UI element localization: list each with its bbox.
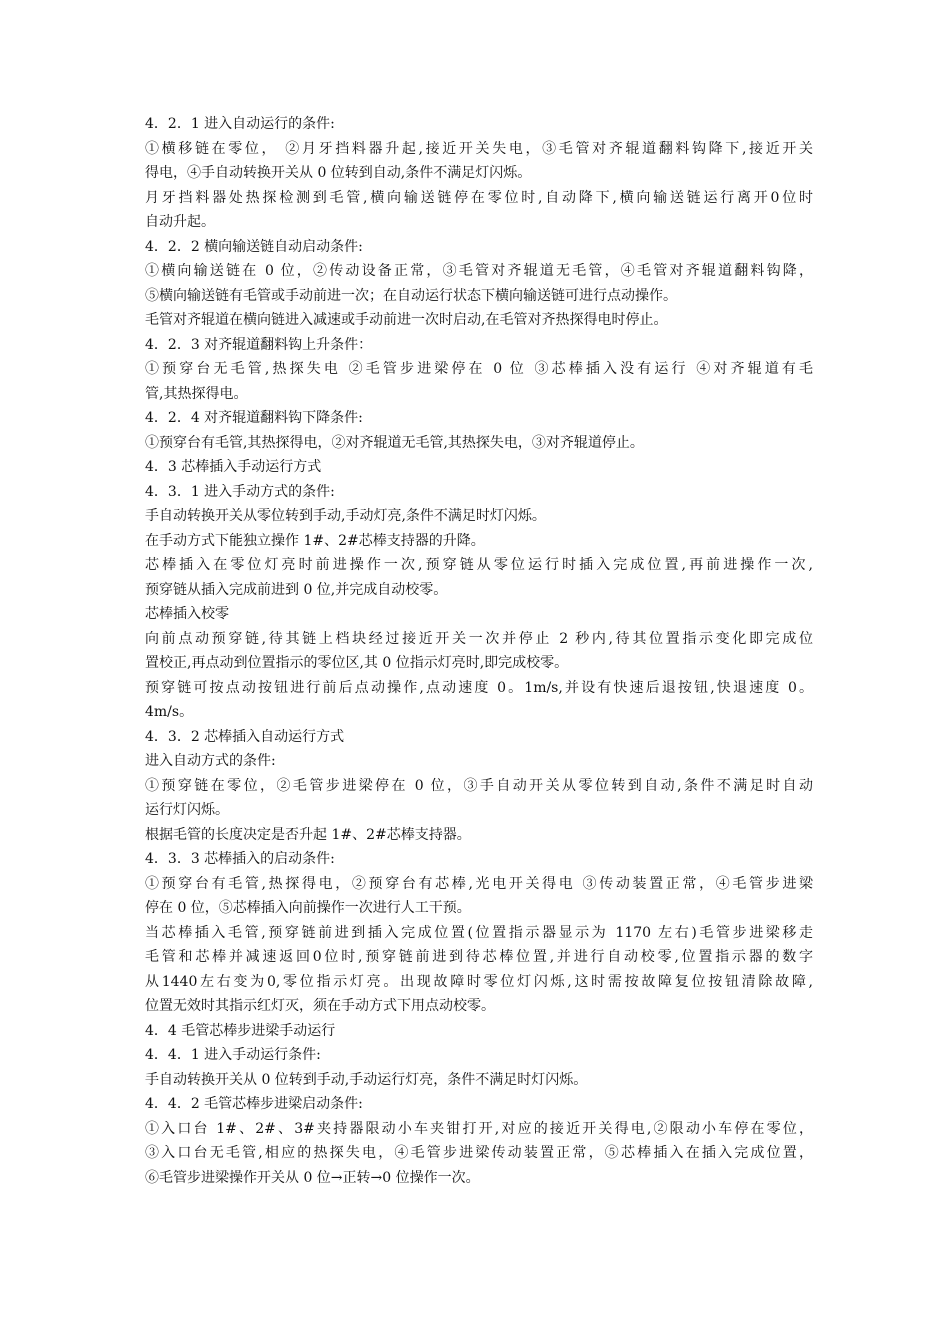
text-line: ⑤横向输送链有毛管或手动前进一次；在自动运行状态下横向输送链可进行点动操作。 (145, 287, 677, 304)
text-line: 预穿链可按点动按钮进行前后点动操作,点动速度 0。1m/s,并设有快速后退按钮,快退速度 0。 (145, 679, 813, 696)
text-line: ①预穿台无毛管,热探失电 ②毛管步进梁停在 0 位 ③芯棒插入没有运行 ④对齐辊道有毛 (145, 361, 813, 377)
text-line: 4m/s。 (145, 704, 194, 720)
text-line: 当芯棒插入毛管,预穿链前进到插入完成位置(位置指示器显示为 1170 左右)毛管步进梁移走 (145, 924, 813, 941)
section-heading: 4．4．1 进入手动运行条件: (145, 1047, 321, 1063)
text-line: 手自动转换开关从零位转到手动,手动灯亮,条件不满足时灯闪烁。 (145, 508, 546, 524)
text-line: 停在 0 位，⑤芯棒插入向前操作一次进行人工干预。 (145, 900, 471, 916)
section-heading: 4．3．1 进入手动方式的条件: (145, 483, 335, 500)
text-line: ①入口台 1#、2#、3#夹持器限动小车夹钳打开,对应的接近开关得电,②限动小车停在零位， (145, 1120, 813, 1137)
text-line: 位置无效时其指示红灯灭，须在手动方式下用点动校零。 (145, 998, 495, 1014)
text-line: ⑥毛管步进梁操作开关从 0 位→正转→0 位操作一次。 (145, 1169, 480, 1186)
text-line: ①横向输送链在 0 位，②传动设备正常，③毛管对齐辊道无毛管，④毛管对齐辊道翻料钩降， (145, 263, 813, 279)
text-line: 毛管和芯棒并减速返回0位时,预穿链前进到待芯棒位置,并进行自动校零,位置指示器的数字 (145, 949, 813, 965)
text-line: 向前点动预穿链,待其链上档块经过接近开关一次并停止 2 秒内,待其位置指示变化即完成位 (145, 630, 813, 647)
text-line: 管,其热探得电。 (145, 385, 248, 402)
section-heading: 4．2．2 横向输送链自动启动条件: (145, 238, 363, 255)
text-line: ①预穿链在零位，②毛管步进梁停在 0 位，③手自动开关从零位转到自动,条件不满足时自动 (145, 777, 813, 794)
text-line: 得电，④手自动转换开关从 0 位转到自动,条件不满足灯闪烁。 (145, 165, 532, 181)
section-heading: 4．2．1 进入自动运行的条件: (145, 116, 335, 132)
text-line: 从1440左右变为0,零位指示灯亮。出现故障时零位灯闪烁,这时需按故障复位按钮清除故障, (145, 973, 813, 990)
section-heading: 芯棒插入校零 (145, 606, 229, 622)
text-line: 手自动转换开关从 0 位转到手动,手动运行灯亮，条件不满足时灯闪烁。 (145, 1071, 588, 1088)
section-heading: 4．3 芯棒插入手动运行方式 (145, 459, 322, 475)
text-line: 月牙挡料器处热探检测到毛管,横向输送链停在零位时,自动降下,横向输送链运行离开0位时 (145, 189, 813, 206)
section-heading: 4．2．3 对齐辊道翻料钩上升条件： (145, 336, 373, 353)
text-line: ①横移链在零位， ②月牙挡料器升起,接近开关失电，③毛管对齐辊道翻料钩降下,接近开关 (145, 140, 813, 157)
text-line: 预穿链从插入完成前进到 0 位,并完成自动校零。 (145, 581, 448, 598)
document-page (145, 112, 813, 1190)
text-line: ①预穿台有毛管,热探得电，②预穿台有芯棒,光电开关得电 ③传动装置正常，④毛管步进梁 (145, 875, 813, 892)
section-heading: 4．2．4 对齐辊道翻料钩下降条件: (145, 410, 363, 426)
text-line: 芯棒插入在零位灯亮时前进操作一次,预穿链从零位运行时插入完成位置,再前进操作一次, (145, 557, 813, 573)
section-heading: 4．4 毛管芯棒步进梁手动运行 (145, 1022, 336, 1039)
text-line: 运行灯闪烁。 (145, 802, 229, 818)
section-heading: 4．3．3 芯棒插入的启动条件: (145, 851, 335, 867)
text-line: ①预穿台有毛管,其热探得电，②对齐辊道无毛管,其热探失电，③对齐辊道停止。 (145, 434, 644, 451)
text-line: ③入口台无毛管,相应的热探失电，④毛管步进梁传动装置正常，⑤芯棒插入在插入完成位置， (145, 1145, 813, 1161)
text-line: 自动升起。 (145, 214, 215, 230)
text-line: 根据毛管的长度决定是否升起 1#、2#芯棒支持器。 (145, 826, 471, 843)
text-line: 置校正,再点动到位置指示的零位区,其 0 位指示灯亮时,即完成校零。 (145, 655, 569, 671)
section-heading: 4．4．2 毛管芯棒步进梁启动条件: (145, 1096, 363, 1112)
text-line: 进入自动方式的条件: (145, 753, 276, 769)
text-line: 在手动方式下能独立操作 1#、2#芯棒支持器的升降。 (145, 532, 485, 549)
text-line: 毛管对齐辊道在横向链进入减速或手动前进一次时启动,在毛管对齐热探得电时停止。 (145, 312, 668, 328)
section-heading: 4．3．2 芯棒插入自动运行方式 (145, 728, 345, 745)
